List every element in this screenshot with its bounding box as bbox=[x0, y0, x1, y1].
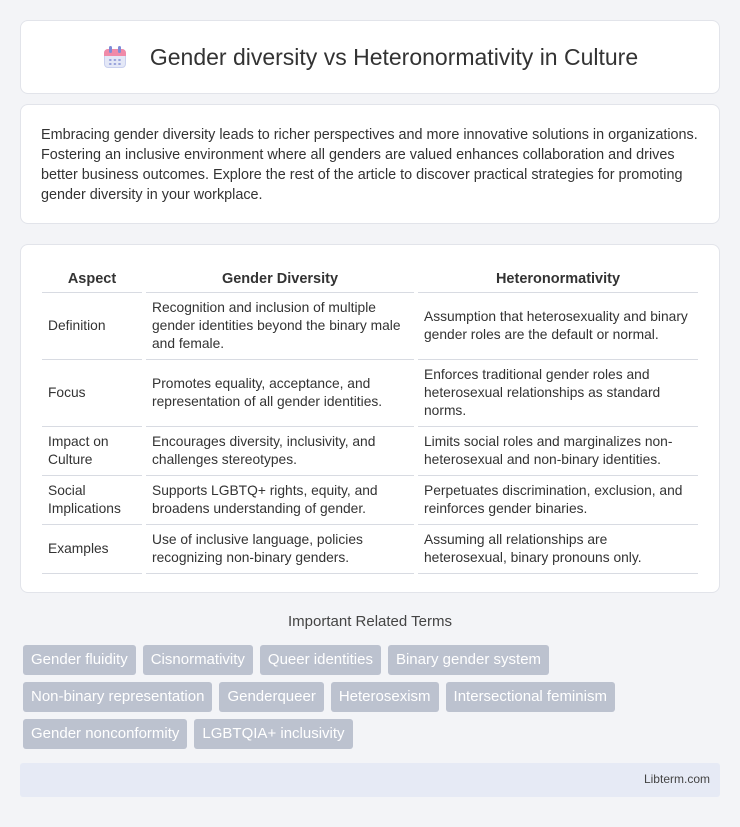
aspect-cell: Examples bbox=[42, 525, 142, 574]
table-row bbox=[42, 525, 698, 574]
tag-heterosexism[interactable]: Heterosexism bbox=[331, 682, 439, 712]
table-row bbox=[42, 427, 698, 476]
aspect-cell: Impact on Culture bbox=[42, 427, 142, 476]
tag-row bbox=[23, 682, 723, 712]
gender-diversity-cell: Promotes equality, acceptance, and representation of all gender identities. bbox=[146, 360, 414, 427]
gender-diversity-cell: Encourages diversity, inclusivity, and challenges stereotypes. bbox=[146, 427, 414, 476]
aspect-cell: Social Implications bbox=[42, 476, 142, 525]
related-terms-list bbox=[23, 645, 723, 756]
tag-non-binary-representation[interactable]: Non-binary representation bbox=[23, 682, 212, 712]
calendar-icon bbox=[102, 44, 128, 70]
page-title: Gender diversity vs Heteronormativity in Culture bbox=[149, 43, 639, 70]
column-header-aspect: Aspect bbox=[42, 265, 142, 293]
aspect-cell: Definition bbox=[42, 293, 142, 360]
column-header-gender-diversity: Gender Diversity bbox=[146, 265, 414, 293]
heteronormativity-cell: Assuming all relationships are heterosexual, binary pronouns only. bbox=[418, 525, 698, 574]
table-row bbox=[42, 476, 698, 525]
tag-gender-fluidity[interactable]: Gender fluidity bbox=[23, 645, 136, 675]
table-row bbox=[42, 360, 698, 427]
tag-row bbox=[23, 719, 723, 749]
aspect-cell: Focus bbox=[42, 360, 142, 427]
tag-cisnormativity[interactable]: Cisnormativity bbox=[143, 645, 253, 675]
tag-row bbox=[23, 645, 723, 675]
table-row bbox=[42, 293, 698, 360]
intro-text: Embracing gender diversity leads to richer perspectives and more innovative solutions in organizations. Fostering an inclusive environment where all genders are valued enhances collaboration and drives better business outcomes. Explore the rest of the article to discover practical strategies for promoting gender diversity in your workplace. bbox=[41, 127, 698, 203]
heteronormativity-cell: Assumption that heterosexuality and binary gender roles are the default or normal. bbox=[418, 293, 698, 360]
related-terms-title: Important Related Terms bbox=[288, 613, 452, 630]
heteronormativity-cell: Perpetuates discrimination, exclusion, and reinforces gender binaries. bbox=[418, 476, 698, 525]
heteronormativity-cell: Enforces traditional gender roles and heterosexual relationships as standard norms. bbox=[418, 360, 698, 427]
tag-genderqueer[interactable]: Genderqueer bbox=[219, 682, 323, 712]
comparison-table-card bbox=[20, 244, 720, 593]
intro-card bbox=[20, 104, 720, 224]
heteronormativity-cell: Limits social roles and marginalizes non-heterosexual and non-binary identities. bbox=[418, 427, 698, 476]
footer-site-link[interactable]: Libterm.com bbox=[643, 772, 710, 786]
gender-diversity-cell: Recognition and inclusion of multiple gender identities beyond the binary male and female. bbox=[146, 293, 414, 360]
comparison-table bbox=[38, 265, 702, 574]
table-header-row bbox=[42, 265, 698, 293]
tag-lgbtqia-inclusivity[interactable]: LGBTQIA+ inclusivity bbox=[194, 719, 352, 749]
column-header-heteronormativity: Heteronormativity bbox=[418, 265, 698, 293]
tag-intersectional-feminism[interactable]: Intersectional feminism bbox=[446, 682, 615, 712]
header-card bbox=[20, 20, 720, 94]
tag-gender-nonconformity[interactable]: Gender nonconformity bbox=[23, 719, 187, 749]
gender-diversity-cell: Use of inclusive language, policies recognizing non-binary genders. bbox=[146, 525, 414, 574]
tag-binary-gender-system[interactable]: Binary gender system bbox=[388, 645, 549, 675]
footer bbox=[20, 763, 720, 797]
gender-diversity-cell: Supports LGBTQ+ rights, equity, and broadens understanding of gender. bbox=[146, 476, 414, 525]
tag-queer-identities[interactable]: Queer identities bbox=[260, 645, 381, 675]
